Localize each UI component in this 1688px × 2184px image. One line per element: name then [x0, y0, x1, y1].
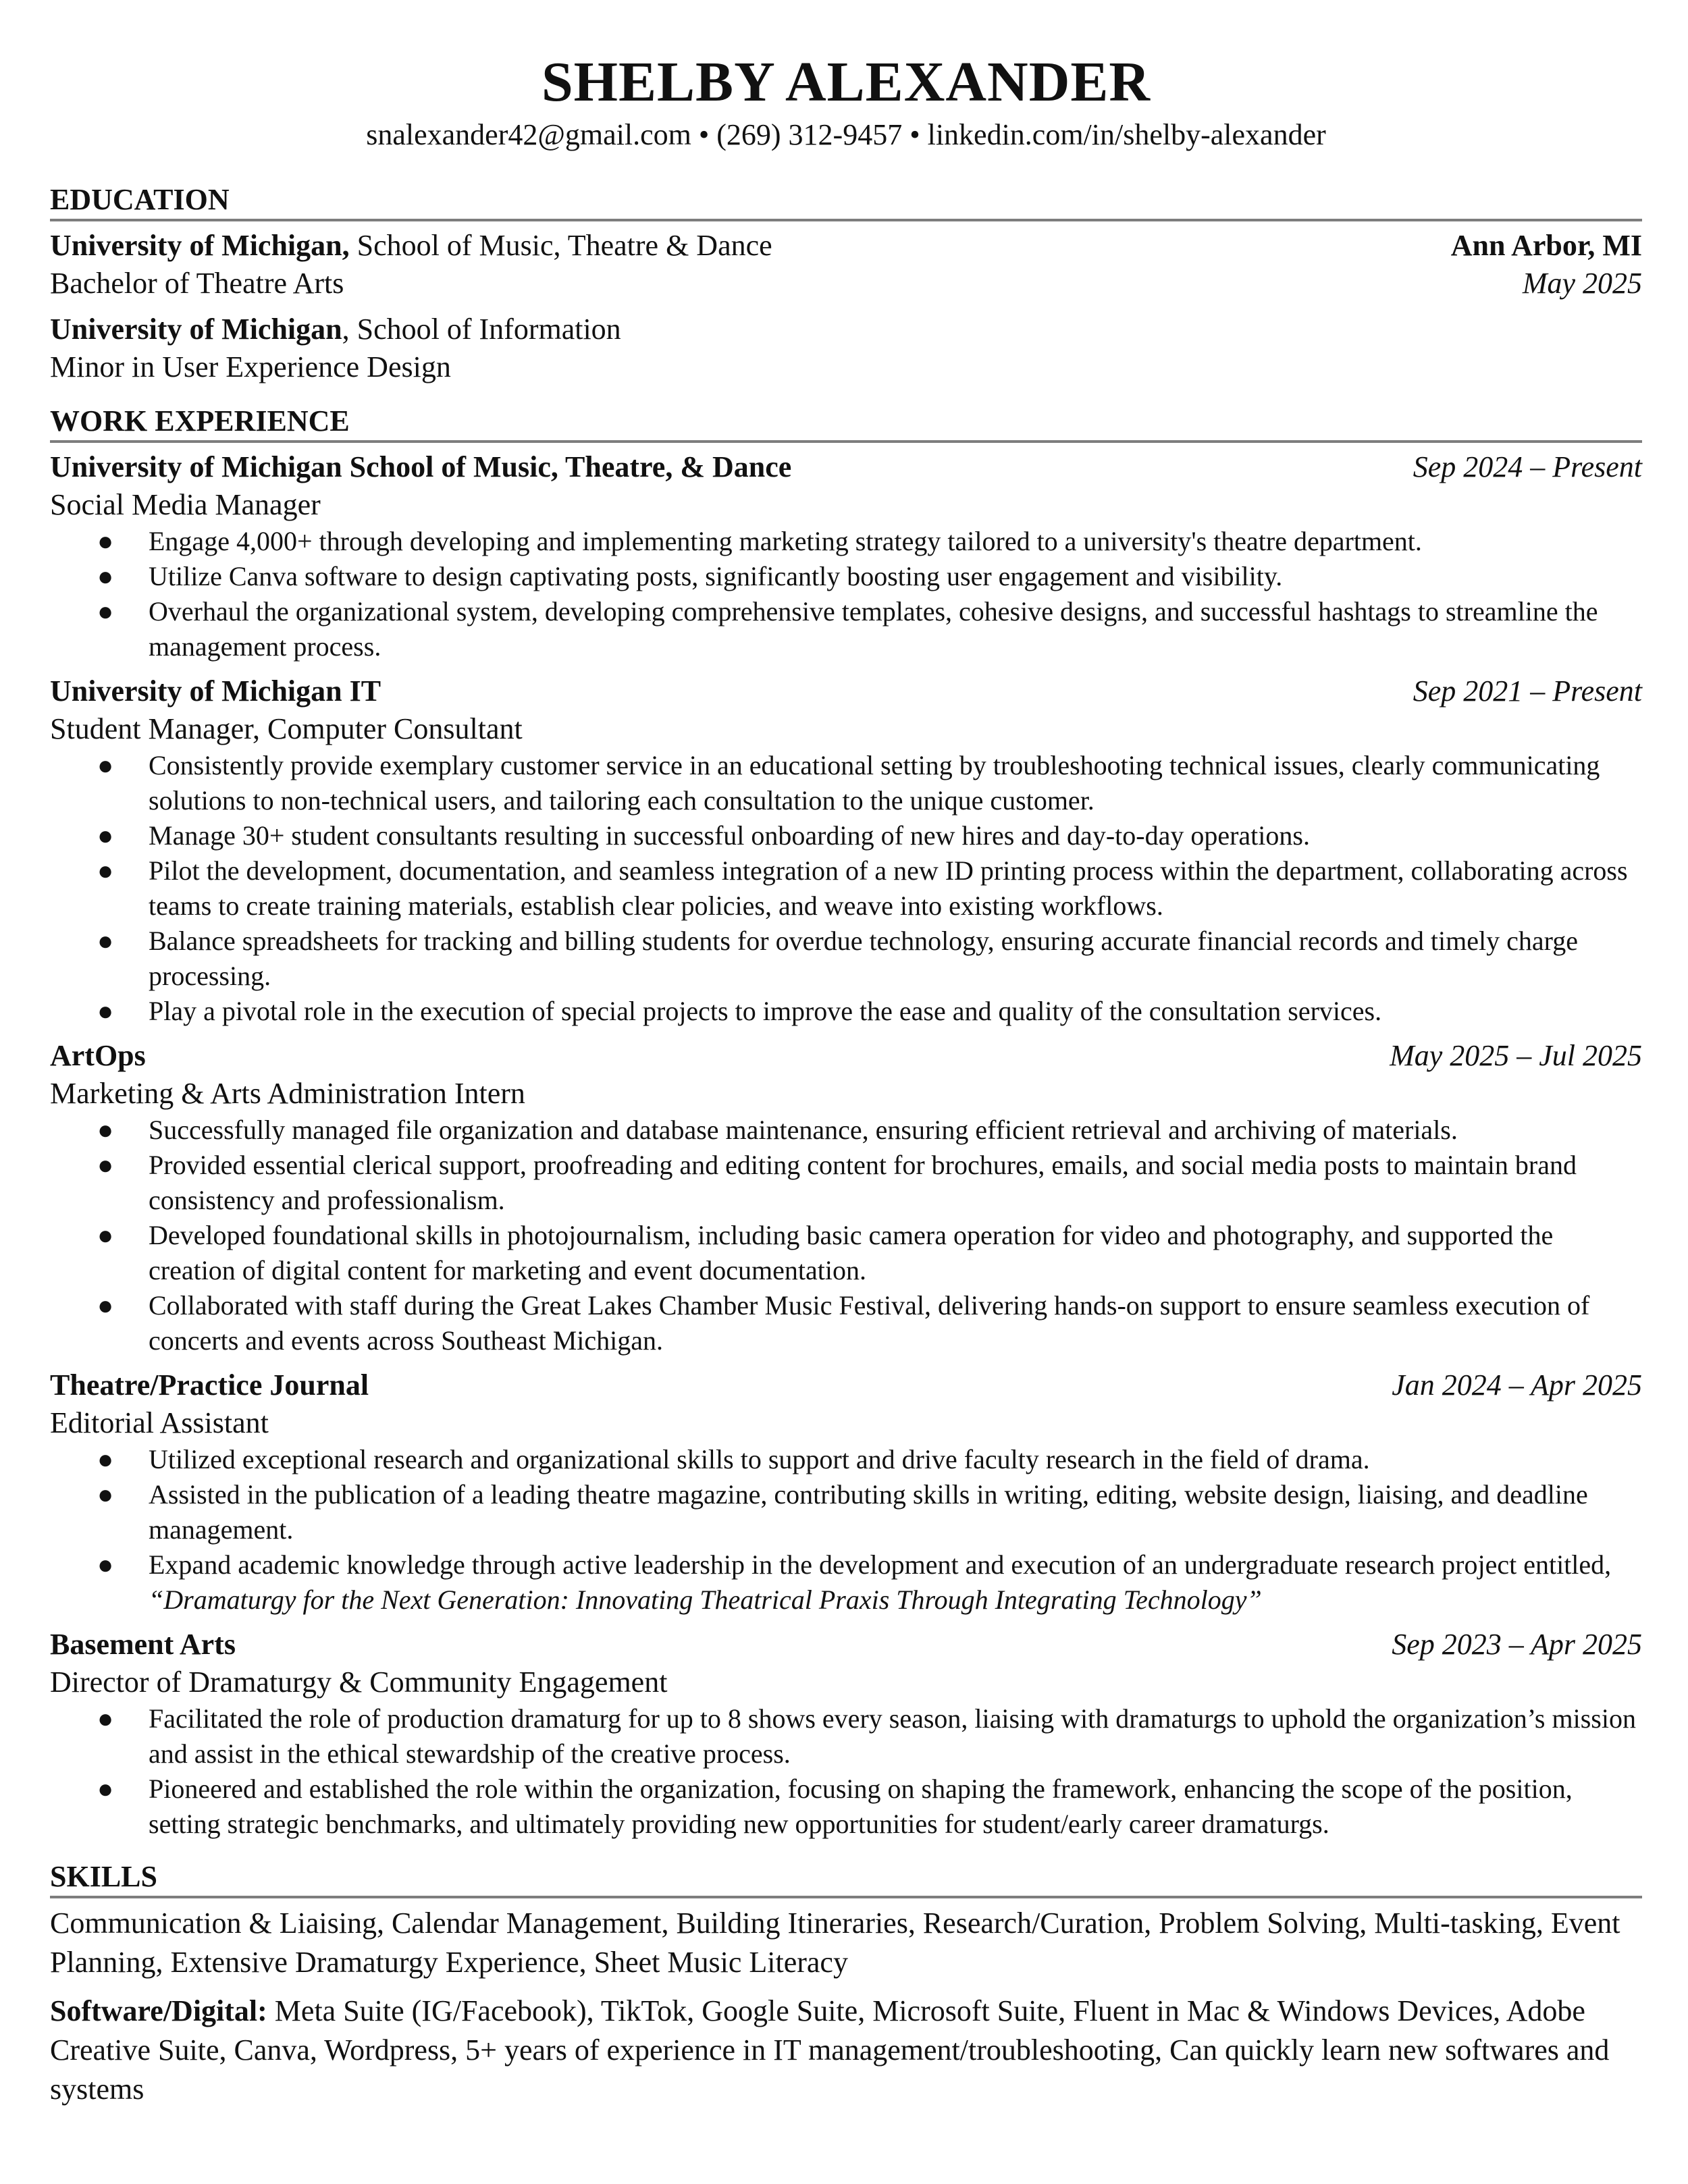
job-header-row [50, 448, 1642, 486]
bullet-icon: ● [97, 1549, 114, 1580]
job-role: Director of Dramaturgy & Community Engagement [50, 1666, 668, 1699]
education-location: Ann Arbor, MI [1450, 229, 1642, 262]
education-institution: University of Michigan, School of Music, Theatre & Dance [50, 229, 772, 262]
bullet-item: ● Pilot the development, documentation, and seamless integration of a new ID printing process within the department, collaborating across teams to create training materials, establish clear policies, and weave into existing workflows. [149, 853, 1642, 924]
skills-general: Communication & Liaising, Calendar Management, Building Itineraries, Research/Curation, Problem Solving, Multi-tasking, Event Planning, Extensive Dramaturgy Experience, Sheet Music Literacy [50, 1907, 1620, 1979]
contact-line: snalexander42@gmail.com • (269) 312-9457 • linkedin.com/in/shelby-alexander [366, 118, 1326, 151]
bullet-item: ● Utilize Canva software to design captivating posts, significantly boosting user engagement and visibility. [149, 559, 1642, 594]
job-header-row [50, 1037, 1642, 1075]
bullet-item: ● Engage 4,000+ through developing and implementing marketing strategy tailored to a university's theatre department. [149, 524, 1642, 559]
education-degree: Minor in User Experience Design [50, 350, 451, 383]
bullet-icon: ● [97, 926, 114, 956]
job-header-row [50, 1626, 1642, 1663]
bullet-item: ● Play a pivotal role in the execution of special projects to improve the ease and quality of the consultation services. [149, 994, 1642, 1029]
bullet-icon: ● [97, 1774, 114, 1804]
project-title: “Dramaturgy for the Next Generation: Innovating Theatrical Praxis Through Integrating Technology” [149, 1584, 1262, 1615]
job-organization: University of Michigan IT [50, 674, 381, 708]
bullet-icon: ● [97, 596, 114, 627]
bullet-icon: ● [97, 1703, 114, 1734]
bullet-item: ● Assisted in the publication of a leading theatre magazine, contributing skills in writing, editing, website design, liaising, and deadline management. [149, 1477, 1642, 1547]
skills-section [50, 1858, 1642, 2109]
job-role: Marketing & Arts Administration Intern [50, 1077, 525, 1110]
bullet-item: ● Collaborated with staff during the Great Lakes Chamber Music Festival, delivering hands-on support to ensure seamless execution of concerts and events across Southeast Michigan. [149, 1288, 1642, 1358]
education-header-row [50, 227, 1642, 265]
job-organization: University of Michigan School of Music, Theatre, & Dance [50, 450, 792, 483]
education-degree-row [50, 265, 1642, 302]
bullet-icon: ● [97, 1444, 114, 1474]
education-degree: Bachelor of Theatre Arts [50, 267, 344, 300]
job-entry [50, 672, 1642, 1029]
bullet-icon: ● [97, 855, 114, 886]
skills-software-label: Software/Digital: [50, 1994, 267, 2027]
skills-software: Software/Digital: Meta Suite (IG/Facebook), TikTok, Google Suite, Microsoft Suite, Fluent in Mac & Windows Devices, Adobe Creative Suite, Canva, Wordpress, 5+ years of experience in IT management/troubleshooting, Can quickly learn new softwares and systems [50, 1994, 1610, 2106]
job-entry [50, 1626, 1642, 1842]
job-entry [50, 1366, 1642, 1618]
job-bullets [50, 524, 1642, 664]
bullet-item: ● Provided essential clerical support, proofreading and editing content for brochures, emails, and social media posts to maintain brand consistency and professionalism. [149, 1148, 1642, 1218]
bullet-item: ● Developed foundational skills in photojournalism, including basic camera operation for video and photography, and supported the creation of digital content for marketing and event documentation. [149, 1218, 1642, 1288]
job-header-row [50, 1366, 1642, 1404]
job-date: Sep 2024 – Present [1413, 450, 1642, 483]
job-organization: Basement Arts [50, 1628, 236, 1661]
education-header-row [50, 311, 1642, 348]
job-date: May 2025 – Jul 2025 [1390, 1039, 1642, 1072]
education-institution: University of Michigan, School of Information [50, 313, 621, 346]
education-section [50, 181, 1642, 386]
bullet-item: ● Successfully managed file organization and database maintenance, ensuring efficient retrieval and archiving of materials. [149, 1113, 1642, 1148]
bullet-icon: ● [97, 1220, 114, 1250]
job-date: Sep 2023 – Apr 2025 [1392, 1628, 1642, 1661]
bullet-item: ● Pioneered and established the role within the organization, focusing on shaping the framework, enhancing the scope of the position, setting strategic benchmarks, and ultimately providing new opportunities for student/early career dramaturgs. [149, 1772, 1642, 1842]
bullet-item: ● Consistently provide exemplary customer service in an educational setting by troubleshooting technical issues, clearly communicating solutions to non-technical users, and tailoring each consultation to the unique customer. [149, 748, 1642, 818]
education-date: May 2025 [1522, 267, 1642, 300]
job-role: Social Media Manager [50, 488, 321, 521]
education-entry [50, 311, 1642, 386]
job-bullets [50, 1113, 1642, 1358]
bullet-icon: ● [97, 561, 114, 591]
bullet-icon: ● [97, 1479, 114, 1510]
bullet-item: ● Manage 30+ student consultants resulting in successful onboarding of new hires and day-to-day operations. [149, 818, 1642, 853]
bullet-icon: ● [97, 820, 114, 851]
education-entry [50, 227, 1642, 302]
job-organization: Theatre/Practice Journal [50, 1368, 369, 1402]
bullet-item: ● Balance spreadsheets for tracking and billing students for overdue technology, ensuring accurate financial records and timely charge processing. [149, 924, 1642, 994]
bullet-icon: ● [97, 526, 114, 556]
job-header-row [50, 672, 1642, 710]
job-entry [50, 1037, 1642, 1358]
job-date: Sep 2021 – Present [1413, 674, 1642, 708]
job-date: Jan 2024 – Apr 2025 [1392, 1368, 1642, 1402]
bullet-icon: ● [97, 750, 114, 780]
job-bullets [50, 1701, 1642, 1842]
job-role: Editorial Assistant [50, 1406, 269, 1439]
bullet-item: ● Utilized exceptional research and organizational skills to support and drive faculty research in the field of drama. [149, 1442, 1642, 1477]
job-organization: ArtOps [50, 1039, 146, 1072]
bullet-icon: ● [97, 1290, 114, 1321]
bullet-item: ● Facilitated the role of production dramaturg for up to 8 shows every season, liaising with dramaturgs to uphold the organization’s mission and assist in the ethical stewardship of the creative process. [149, 1701, 1642, 1772]
candidate-name: SHELBY ALEXANDER [541, 51, 1151, 113]
bullet-item: ● Expand academic knowledge through active leadership in the development and execution of an undergraduate research project entitled, “Dramaturgy for the Next Generation: Innovating Theatrical Praxis Through Integrating Technology” [149, 1547, 1642, 1618]
section-title-work: WORK EXPERIENCE [50, 402, 1642, 443]
section-title-skills: SKILLS [50, 1858, 1642, 1898]
work-section [50, 402, 1642, 1842]
bullet-icon: ● [97, 1150, 114, 1180]
job-bullets [50, 748, 1642, 1029]
job-role: Student Manager, Computer Consultant [50, 712, 523, 745]
job-bullets [50, 1442, 1642, 1618]
bullet-icon: ● [97, 996, 114, 1026]
bullet-icon: ● [97, 1115, 114, 1145]
section-title-education: EDUCATION [50, 181, 1642, 221]
job-entry [50, 448, 1642, 664]
skills-content [50, 1904, 1642, 2109]
bullet-item: ● Overhaul the organizational system, developing comprehensive templates, cohesive designs, and successful hashtags to streamline the management process. [149, 594, 1642, 664]
